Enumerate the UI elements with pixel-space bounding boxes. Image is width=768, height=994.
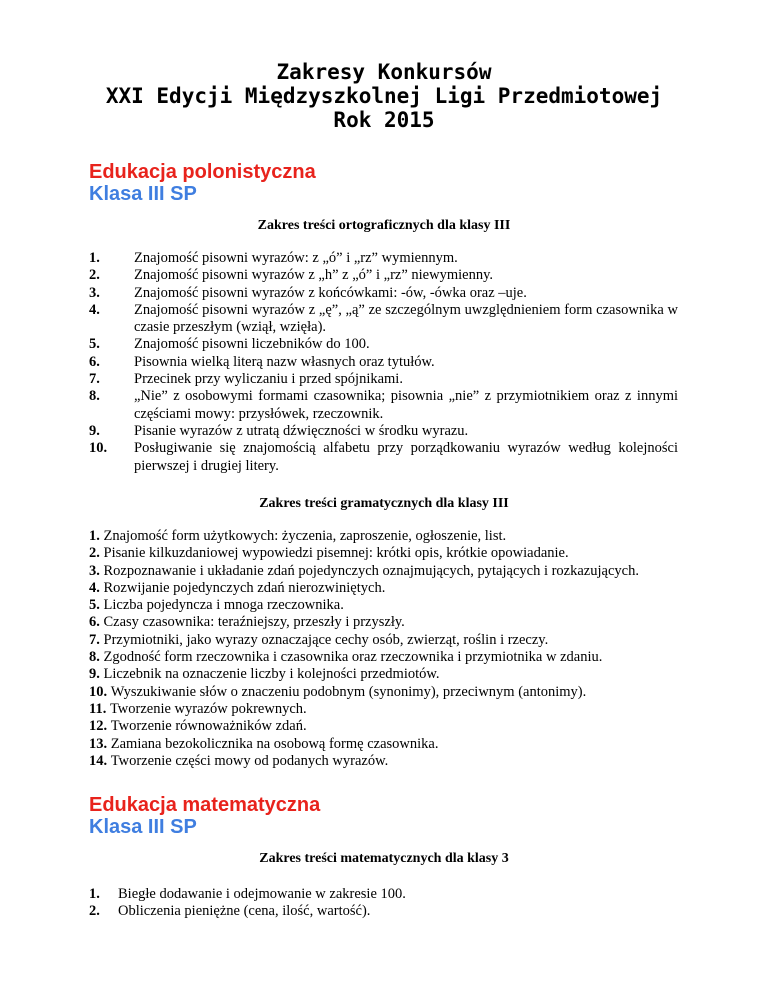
list-item-text: Obliczenia pieniężne (cena, ilość, wartość).	[118, 903, 371, 920]
list-item-text: Znajomość pisowni wyrazów z „ę”, „ą” ze szczególnym uwzględnieniem form czasownika w czasie przeszłym (wziął, wzięła).	[134, 301, 678, 336]
list-item-number: 12.	[89, 718, 108, 735]
list-item-text: Znajomość pisowni wyrazów z końcówkami: -ów, -ówka oraz –uje.	[134, 284, 527, 301]
list-item	[89, 423, 678, 440]
list-item-text: Tworzenie równoważników zdań.	[110, 718, 307, 735]
list-item	[89, 649, 678, 666]
list-item-number: 7.	[89, 371, 100, 388]
list-item-number: 1.	[89, 250, 100, 266]
list-item-number: 3.	[89, 284, 100, 301]
math-scope-heading: Zakres treści matematycznych dla klasy 3	[259, 851, 509, 866]
list-item	[89, 718, 678, 735]
ortho-scope-heading: Zakres treści ortograficznych dla klasy III	[257, 218, 511, 233]
list-item	[89, 736, 678, 753]
list-item-number: 1.	[89, 886, 100, 902]
list-item	[89, 580, 678, 597]
list-item-number: 1.	[89, 528, 100, 544]
list-item-number: 10.	[89, 683, 108, 700]
list-item-number: 6.	[89, 353, 100, 370]
list-item-text: Pisanie kilkuzdaniowej wypowiedzi pisemnej: krótki opis, krótkie opowiadanie.	[103, 545, 569, 562]
list-item	[89, 528, 678, 545]
list-item	[89, 545, 678, 562]
list-item-text: Liczebnik na oznaczenie liczby i kolejności przedmiotów.	[103, 666, 440, 683]
list-item-number: 3.	[89, 562, 100, 579]
list-item	[89, 886, 678, 903]
section-heading-math: Edukacja matematyczna	[89, 794, 321, 816]
list-item-number: 10.	[89, 440, 108, 457]
math-list	[89, 886, 678, 921]
list-item-number: 4.	[89, 579, 100, 596]
list-item-number: 9.	[89, 666, 100, 683]
list-item-text: Pisownia wielką literą nazw własnych oraz tytułów.	[134, 353, 435, 370]
list-item	[89, 371, 678, 388]
list-item-number: 13.	[89, 735, 108, 752]
list-item	[89, 388, 678, 423]
list-item-number: 8.	[89, 388, 100, 405]
list-item	[89, 701, 678, 718]
document-title-line-2: XXI Edycji Międzyszkolnej Ligi Przedmiotowej	[105, 84, 663, 108]
list-item-text: Pisanie wyrazów z utratą dźwięczności w środku wyrazu.	[134, 422, 469, 439]
list-item-text: Biegłe dodawanie i odejmowanie w zakresie 100.	[118, 886, 406, 902]
list-item-number: 8.	[89, 649, 100, 666]
list-item-number: 2.	[89, 267, 100, 284]
list-item-text: Zgodność form rzeczownika i czasownika oraz rzeczownika i przymiotnika w zdaniu.	[103, 649, 603, 666]
list-item	[89, 267, 678, 284]
list-item	[89, 903, 678, 920]
list-item	[89, 684, 678, 701]
list-item	[89, 250, 678, 267]
list-item	[89, 354, 678, 371]
list-item-text: Znajomość pisowni wyrazów: z „ó” i „rz” wymiennym.	[134, 250, 458, 266]
list-item	[89, 753, 678, 770]
list-item-text: Czasy czasownika: teraźniejszy, przeszły i przyszły.	[103, 614, 405, 631]
list-item-number: 14.	[89, 752, 108, 769]
list-item-number: 6.	[89, 614, 100, 631]
class-label-math: Klasa III SP	[89, 816, 197, 838]
list-item-text: Zamiana bezokolicznika na osobową formę czasownika.	[110, 735, 439, 752]
list-item	[89, 632, 678, 649]
list-item	[89, 285, 678, 302]
list-item-text: Znajomość pisowni wyrazów z „h” z „ó” i „rz” niewymienny.	[134, 267, 494, 284]
list-item-text: Przymiotniki, jako wyrazy oznaczające cechy osób, zwierząt, roślin i rzeczy.	[103, 631, 549, 648]
list-item-text: „Nie” z osobowymi formami czasownika; pisownia „nie” z przymiotnikiem oraz z innymi częściami mowy: przysłówek, rzeczownik.	[134, 388, 678, 422]
list-item-text: Rozpoznawanie i układanie zdań pojedynczych oznajmujących, pytających i rozkazujących.	[103, 562, 639, 579]
list-item-text: Znajomość pisowni liczebników do 100.	[134, 336, 370, 353]
list-item-text: Tworzenie części mowy od podanych wyrazów.	[110, 752, 389, 769]
list-item-text: Liczba pojedyncza i mnoga rzeczownika.	[103, 597, 344, 614]
list-item-number: 7.	[89, 631, 100, 648]
list-item-number: 11.	[89, 700, 107, 717]
class-label-polish: Klasa III SP	[89, 183, 197, 205]
list-item-number: 5.	[89, 336, 100, 353]
list-item	[89, 666, 678, 683]
grammar-scope-heading: Zakres treści gramatycznych dla klasy III	[259, 496, 509, 511]
list-item	[89, 440, 678, 475]
list-item-number: 9.	[89, 422, 100, 439]
list-item-text: Wyszukiwanie słów o znaczeniu podobnym (synonimy), przeciwnym (antonimy).	[110, 683, 587, 700]
list-item	[89, 563, 678, 580]
list-item-text: Znajomość form użytkowych: życzenia, zaproszenie, ogłoszenie, list.	[103, 528, 507, 544]
list-item	[89, 614, 678, 631]
document-title-line-3: Rok 2015	[333, 108, 435, 132]
document-title-line-1: Zakresy Konkursów	[276, 60, 492, 84]
section-heading-polish: Edukacja polonistyczna	[89, 161, 316, 183]
list-item-number: 4.	[89, 301, 100, 318]
list-item	[89, 597, 678, 614]
ortho-list	[89, 250, 678, 475]
list-item-number: 2.	[89, 903, 100, 920]
list-item-number: 5.	[89, 597, 100, 614]
list-item-number: 2.	[89, 545, 100, 562]
list-item-text: Posługiwanie się znajomością alfabetu przy porządkowaniu wyrazów według kolejności pierwszej i drugiej litery.	[134, 440, 678, 474]
list-item-text: Tworzenie wyrazów pokrewnych.	[109, 700, 307, 717]
list-item-text: Rozwijanie pojedynczych zdań nierozwiniętych.	[103, 579, 386, 596]
grammar-list	[89, 528, 678, 770]
list-item	[89, 302, 678, 337]
list-item-text: Przecinek przy wyliczaniu i przed spójnikami.	[134, 371, 403, 388]
list-item	[89, 336, 678, 353]
